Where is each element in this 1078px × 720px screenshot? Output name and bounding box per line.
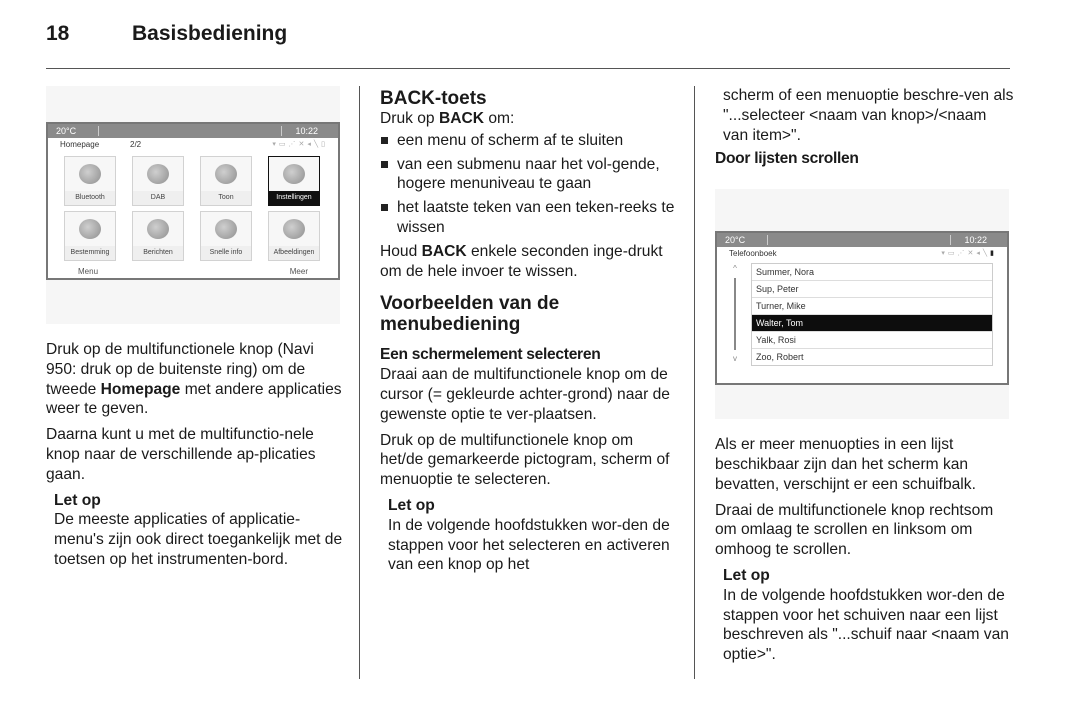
page-number: 18: [46, 22, 70, 45]
list-item-selected[interactable]: Walter, Tom: [752, 315, 992, 332]
column-3: [715, 86, 1015, 665]
list-item: van een submenu naar het vol-gende, hogere menuniveau te gaan: [380, 155, 680, 195]
list-item: het laatste teken van een teken-reeks te wissen: [380, 198, 680, 238]
app-tile-grid: [64, 156, 328, 261]
softkey-meer[interactable]: Meer: [289, 267, 308, 276]
column-divider: [359, 86, 360, 679]
homepage-paragraph: Druk op de multifunctionele knop (Navi 950: druk op de buitenste ring) om de tweede Homepage met andere applicaties weer te geven.: [46, 341, 342, 418]
tile-afbeeldingen[interactable]: Afbeeldingen: [268, 211, 320, 261]
note-text: In de volgende hoofdstukken wor-den de stappen voor het selecteren en activeren van een knop op het: [388, 516, 670, 574]
signal-icon: ⋰: [957, 250, 968, 258]
homepage-screenshot: [46, 86, 340, 324]
note-title: Let op: [723, 566, 770, 584]
note-continued: scherm of een menuoptie beschre-ven als "...selecteer <naam van knop>/<naam van item>".: [723, 87, 1014, 144]
screen-title: Telefoonboek: [729, 249, 777, 259]
list-item[interactable]: Zoo, Robert: [756, 352, 804, 363]
scroll-down-icon[interactable]: v: [733, 354, 737, 364]
tile-bestemming[interactable]: Bestemming: [64, 211, 116, 261]
scroll-direction-paragraph: Draai de multifunctionele knop rechtsom om omlaag te scrollen en linksom om omhoog te scrollen.: [715, 501, 994, 559]
list-item: een menu of scherm af te sluiten: [380, 131, 680, 151]
status-bar: [48, 124, 338, 138]
clock: 10:22: [964, 235, 987, 246]
note-text: De meeste applicaties of applicatie-menu's zijn ook direct toegankelijk met de toetsen op het instrumenten-bord.: [54, 511, 343, 568]
section-heading-back: BACK-toets: [380, 88, 487, 109]
temperature: 20°C: [56, 126, 77, 136]
pictures-icon: [283, 219, 305, 239]
note: [723, 566, 1015, 665]
signal-icon: ⋰: [288, 141, 299, 148]
press-knob-paragraph: Druk op de multifunctionele knop om het/de gemarkeerde pictogram, scherm of menuoptie te selecteren.: [380, 431, 670, 489]
hold-back-paragraph: Houd BACK enkele seconden inge-drukt om de hele invoer te wissen.: [380, 242, 663, 280]
subheading-select: Een schermelement selecteren: [380, 346, 601, 364]
battery-icon: ▮: [990, 250, 997, 258]
column-2: [380, 88, 680, 575]
homepage-screen: [46, 122, 340, 280]
phone-icon: ╲: [313, 141, 322, 148]
scroll-track[interactable]: [734, 278, 736, 350]
note-title: Let op: [54, 491, 101, 509]
tile-toon[interactable]: Toon: [200, 156, 252, 206]
header-rule: [46, 68, 1010, 69]
list-item[interactable]: Summer, Nora: [752, 264, 992, 281]
temperature: 20°C: [725, 235, 746, 246]
page-header: [46, 22, 1078, 52]
clock: 10:22: [295, 126, 318, 136]
scroll-up-icon[interactable]: ^: [733, 264, 737, 274]
section-heading-examples: Voorbeelden van de menubediening: [380, 293, 560, 336]
list-item[interactable]: Yalk, Rosi: [752, 332, 992, 349]
message-icon: ▭: [278, 141, 289, 148]
tile-bluetooth[interactable]: Bluetooth: [64, 156, 116, 206]
chapter-title: Basisbediening: [132, 22, 288, 45]
softkey-menu[interactable]: Menu: [78, 267, 99, 276]
phonebook-screenshot: [715, 189, 1009, 419]
scrollbar[interactable]: [729, 264, 741, 364]
navigate-paragraph: Daarna kunt u met de multifunctio-nele knop naar de verschillende ap-plicaties gaan.: [46, 426, 316, 483]
dab-radio-icon: [147, 164, 169, 184]
column-1: [46, 86, 346, 570]
note-text: In de volgende hoofdstukken wor-den de stappen voor het schuiven naar een lijst beschreven als "...schuif naar <naam van optie>".: [723, 586, 1009, 664]
volume-icon: ◂: [307, 141, 314, 148]
phonebook-screen: [715, 231, 1009, 385]
phonebook-list: [751, 263, 993, 366]
tile-dab[interactable]: DAB: [132, 156, 184, 206]
list-item[interactable]: Turner, Mike: [752, 298, 992, 315]
wifi-icon: ▾: [941, 250, 948, 258]
tile-snelle-info[interactable]: Snelle info: [200, 211, 252, 261]
destination-icon: [79, 219, 101, 239]
column-divider: [694, 86, 695, 679]
messages-icon: [147, 219, 169, 239]
scrollbar-paragraph: Als er meer menuopties in een lijst beschikbaar zijn dan het scherm kan bevatten, verschijnt er een schuifbalk.: [715, 436, 976, 493]
back-intro: Druk op BACK om:: [380, 110, 515, 127]
subheading-scroll: Door lijsten scrollen: [715, 150, 859, 168]
bluetooth-icon: [79, 164, 101, 184]
phone-icon: ╲: [982, 250, 991, 258]
note: [388, 496, 680, 575]
info-icon: [215, 219, 237, 239]
back-bullet-list: [380, 131, 680, 238]
status-bar: [717, 233, 1007, 247]
tone-settings-icon: [215, 164, 237, 184]
shuffle-icon: ✕: [298, 141, 308, 148]
shuffle-icon: ✕: [967, 250, 977, 258]
battery-icon: ▯: [321, 141, 328, 148]
note-title: Let op: [388, 496, 435, 514]
screen-title: Homepage: [60, 140, 100, 149]
message-icon: ▭: [947, 250, 958, 258]
status-icons: [941, 247, 997, 260]
list-item[interactable]: Sup, Peter: [752, 281, 992, 298]
status-icons: [272, 138, 328, 151]
tile-instellingen[interactable]: Instellingen: [268, 156, 320, 206]
wifi-icon: ▾: [272, 141, 279, 148]
page-indicator: 2/2: [130, 140, 142, 149]
note: [54, 491, 346, 570]
tile-berichten[interactable]: Berichten: [132, 211, 184, 261]
volume-icon: ◂: [976, 250, 983, 258]
settings-gears-icon: [283, 164, 305, 184]
turn-knob-paragraph: Draai aan de multifunctionele knop om de cursor (= gekleurde achter-grond) naar de gewenste optie te ver-plaatsen.: [380, 366, 670, 423]
